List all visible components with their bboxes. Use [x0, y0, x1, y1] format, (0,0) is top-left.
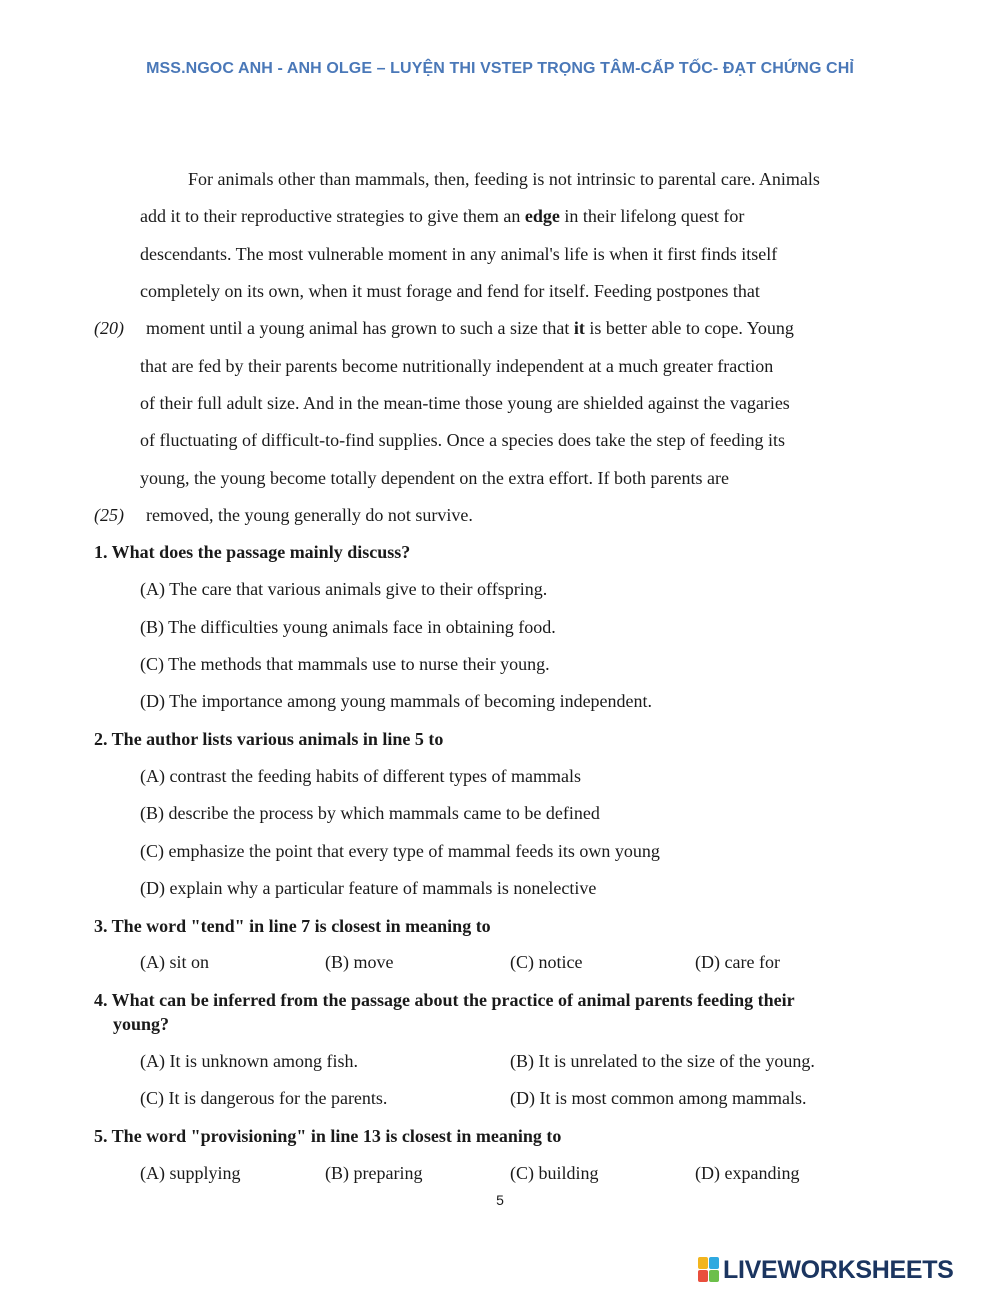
liveworksheets-logo-text: LIVEWORKSHEETS: [723, 1255, 954, 1284]
logo-square: [709, 1257, 719, 1269]
passage-line: of fluctuating of difficult-to-find supplies. Once a species does take the step of feeding its: [140, 430, 785, 450]
passage-line: of their full adult size. And in the mean-time those young are shielded against the vagaries: [140, 393, 790, 413]
page-number: 5: [496, 1192, 504, 1208]
liveworksheets-logo[interactable]: [698, 1255, 954, 1285]
question-2-option-d[interactable]: (D) explain why a particular feature of mammals is nonelective: [140, 878, 597, 898]
passage-line: add it to their reproductive strategies to give them an edge in their lifelong quest for: [140, 206, 745, 226]
question-1-option-d[interactable]: (D) The importance among young mammals of becoming independent.: [140, 691, 653, 711]
question-4-option-b[interactable]: (B) It is unrelated to the size of the young.: [510, 1051, 815, 1071]
question-5-option-a[interactable]: (A) supplying: [140, 1163, 241, 1183]
logo-square: [698, 1257, 708, 1269]
question-4-option-d[interactable]: (D) It is most common among mammals.: [510, 1088, 807, 1108]
document-header: MSS.NGOC ANH - ANH OLGE – LUYỆN THI VSTEP TRỌNG TÂM-CẤP TỐC- ĐẠT CHỨNG CHỈ: [146, 60, 854, 77]
question-4-option-a[interactable]: (A) It is unknown among fish.: [140, 1051, 358, 1071]
question-5-option-c[interactable]: (C) building: [510, 1163, 599, 1183]
passage-line: For animals other than mammals, then, feeding is not intrinsic to parental care. Animals: [188, 169, 820, 189]
question-4: [94, 988, 894, 1036]
question-3-option-a[interactable]: (A) sit on: [140, 952, 209, 972]
question-3-option-b[interactable]: (B) move: [325, 952, 394, 972]
line-number-25: (25): [94, 505, 124, 525]
passage-line: that are fed by their parents become nutritionally independent at a much greater fraction: [140, 356, 774, 376]
question-5: 5. The word "provisioning" in line 13 is closest in meaning to: [94, 1126, 562, 1146]
question-5-option-b[interactable]: (B) preparing: [325, 1163, 423, 1183]
logo-square: [698, 1270, 708, 1282]
passage-line: descendants. The most vulnerable moment in any animal's life is when it first finds itself: [140, 244, 778, 264]
question-1-option-c[interactable]: (C) The methods that mammals use to nurse their young.: [140, 654, 550, 674]
liveworksheets-logo-icon: [698, 1257, 720, 1283]
question-2-option-b[interactable]: (B) describe the process by which mammals came to be defined: [140, 803, 600, 823]
question-1-option-b[interactable]: (B) The difficulties young animals face in obtaining food.: [140, 617, 556, 637]
highlighted-word-edge: edge: [524, 206, 560, 226]
highlighted-word-it: it: [573, 318, 585, 338]
question-4-text-continued: young?: [113, 1014, 170, 1034]
passage-line: moment until a young animal has grown to such a size that it is better able to cope. Young: [146, 318, 794, 338]
question-3-option-d[interactable]: (D) care for: [695, 952, 780, 972]
question-3-option-c[interactable]: (C) notice: [510, 952, 583, 972]
question-1-option-a[interactable]: (A) The care that various animals give to their offspring.: [140, 579, 548, 599]
passage-line: completely on its own, when it must forage and fend for itself. Feeding postpones that: [140, 281, 760, 301]
question-1: 1. What does the passage mainly discuss?: [94, 542, 411, 562]
logo-square: [709, 1270, 719, 1282]
question-2-option-c[interactable]: (C) emphasize the point that every type of mammal feeds its own young: [140, 841, 660, 861]
question-5-option-d[interactable]: (D) expanding: [695, 1163, 800, 1183]
question-2-option-a[interactable]: (A) contrast the feeding habits of different types of mammals: [140, 766, 582, 786]
passage-line: removed, the young generally do not survive.: [146, 505, 473, 525]
question-2: 2. The author lists various animals in line 5 to: [94, 729, 444, 749]
question-4-text: 4. What can be inferred from the passage about the practice of animal parents feeding their: [94, 990, 795, 1010]
line-number-20: (20): [94, 318, 124, 338]
question-4-option-c[interactable]: (C) It is dangerous for the parents.: [140, 1088, 388, 1108]
passage-line: young, the young become totally dependent on the extra effort. If both parents are: [140, 468, 729, 488]
question-3: 3. The word "tend" in line 7 is closest in meaning to: [94, 916, 491, 936]
